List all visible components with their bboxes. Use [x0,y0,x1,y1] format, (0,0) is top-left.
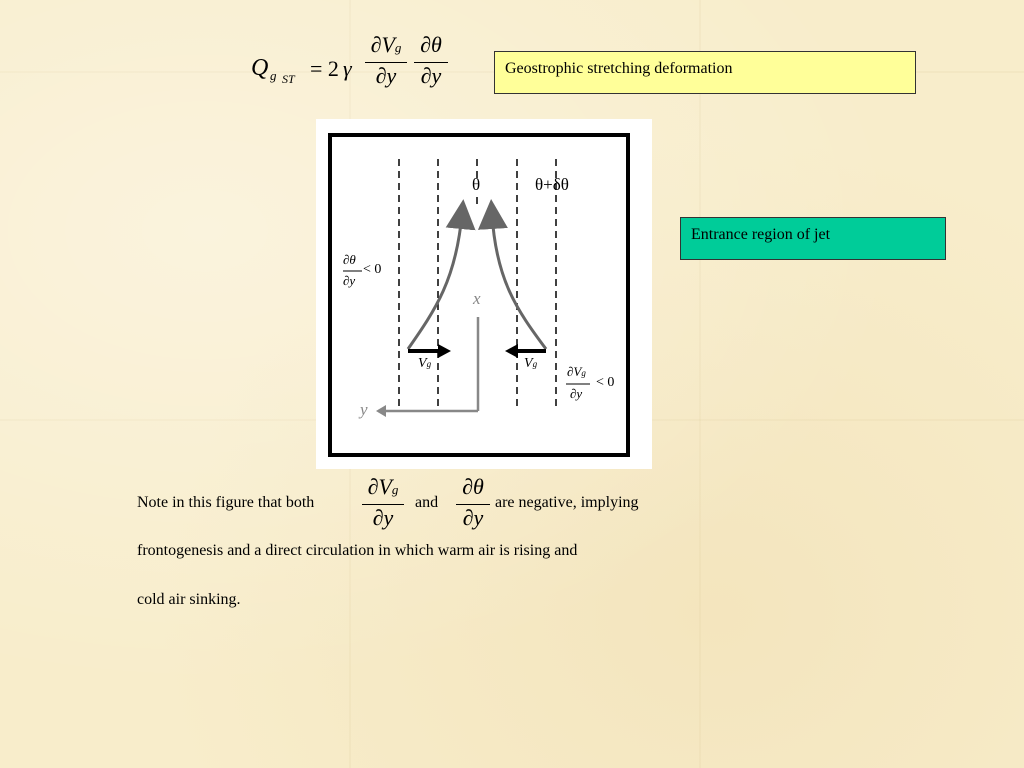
stretching-deformation-label: Geostrophic stretching deformation [494,51,916,94]
dtheta-denominator: ∂y [343,273,356,288]
note-frac1-numerator-sub: g [391,482,399,497]
note-line2: frontogenesis and a direct circulation in which warm air is rising and [137,542,578,559]
equation-frac1-numerator: ∂V [370,32,395,57]
equation-frac2-denominator: ∂y [420,63,442,88]
equation-gamma: γ [343,56,352,81]
note-line1-start: Note in this figure that both [137,494,315,511]
vg-left-sub: g [426,359,432,369]
jet-entrance-figure [316,119,652,469]
note-fraction-dvg-dy [362,474,404,531]
x-axis-label: x [473,289,481,308]
note-fraction-dtheta-dy [456,474,490,531]
note-frac1-denominator: ∂y [372,505,394,530]
note-and: and [415,494,439,511]
dvg-numerator: ∂Vg [567,364,586,379]
note-line3: cold air sinking. [137,591,241,608]
equation-lhs: Q [251,55,269,81]
theta-plus-dtheta-label: θ+δθ [535,175,569,194]
entrance-region-label: Entrance region of jet [680,217,946,260]
equation-equals-coefficient: = 2 [310,56,339,81]
dvg-denominator: ∂y [570,386,583,401]
note-frac2-numerator: ∂θ [462,474,484,499]
note-frac1-numerator: ∂V [367,474,392,499]
vg-label-left: Vg [418,356,432,371]
vg-label-right: Vg [524,356,538,371]
note-frac2-denominator: ∂y [462,505,484,530]
y-axis-label: y [360,400,368,419]
equation-fraction-dvg-dy [365,32,407,89]
vg-right-sub: g [532,359,538,369]
equation-lhs-sub-g: g [270,68,277,83]
dvg-relation: < 0 [596,375,615,390]
equation-lhs-sub-st: ST [282,72,295,86]
equation-frac1-numerator-sub: g [394,40,402,55]
dtheta-relation: < 0 [363,262,382,277]
theta-label: θ [472,175,481,194]
equation-frac1-denominator: ∂y [375,63,397,88]
dtheta-numerator: ∂θ [343,252,356,267]
dvg-numerator-sub: g [581,368,586,378]
equation-fraction-dtheta-dy [414,32,448,89]
equation-frac2-numerator: ∂θ [420,32,442,57]
note-line1-end: are negative, implying [495,494,639,511]
